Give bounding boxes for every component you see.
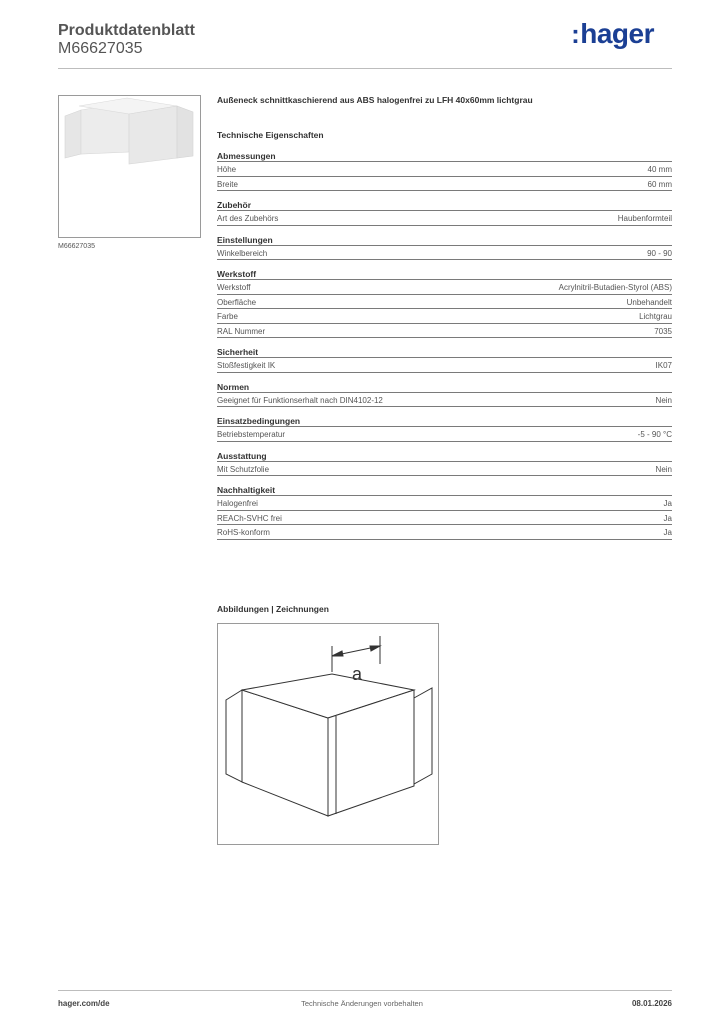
- spec-value: 90 - 90: [647, 248, 672, 258]
- footer-date: 08.01.2026: [631, 999, 672, 1008]
- thumbnail-caption: M66627035: [58, 243, 95, 250]
- page-header: [58, 20, 672, 70]
- spec-row: [217, 211, 672, 226]
- spec-value: Haubenformteil: [617, 214, 672, 223]
- spec-group-title: Einstellungen: [217, 235, 672, 246]
- footer-notice: Technische Änderungen vorbehalten: [301, 999, 423, 1008]
- spec-row: [217, 496, 672, 511]
- spec-value: Ja: [663, 528, 672, 537]
- spec-value: IK07: [655, 361, 672, 370]
- spec-label: Oberfläche: [217, 297, 257, 307]
- footer-divider: [58, 990, 672, 991]
- spec-value: Unbehandelt: [626, 297, 672, 307]
- spec-label: Breite: [217, 179, 238, 189]
- spec-label: RAL Nummer: [217, 326, 266, 336]
- drawings-heading: Abbildungen | Zeichnungen: [217, 604, 329, 614]
- spec-group: [217, 382, 672, 408]
- spec-group-title: Werkstoff: [217, 269, 672, 280]
- spec-label: Mit Schutzfolie: [217, 464, 270, 474]
- spec-label: Winkelbereich: [217, 248, 268, 258]
- spec-row: [217, 246, 672, 261]
- spec-group-title: Nachhaltigkeit: [217, 485, 672, 496]
- spec-group-title: Normen: [217, 382, 672, 393]
- spec-label: Stoßfestigkeit IK: [217, 361, 276, 370]
- footer-website[interactable]: hager.com/de: [58, 999, 110, 1008]
- spec-group-title: Abmessungen: [217, 151, 672, 162]
- spec-row: [217, 177, 672, 192]
- spec-value: Lichtgrau: [639, 312, 672, 321]
- spec-group-title: Einsatzbedingungen: [217, 416, 672, 427]
- hager-logo: :hager: [571, 18, 654, 49]
- spec-label: Farbe: [217, 312, 238, 321]
- spec-row: [217, 511, 672, 526]
- spec-group-title: Ausstattung: [217, 451, 672, 462]
- spec-value: 60 mm: [647, 179, 672, 189]
- spec-group: [217, 269, 672, 338]
- spec-label: REACh-SVHC frei: [217, 513, 282, 523]
- spec-value: Ja: [663, 499, 672, 508]
- spec-row: [217, 462, 672, 477]
- spec-group-title: Zubehör: [217, 200, 672, 211]
- product-specs: [217, 95, 672, 549]
- spec-groups: [217, 151, 672, 540]
- spec-row: [217, 358, 672, 373]
- spec-value: Ja: [663, 513, 672, 523]
- spec-value: Acrylnitril-Butadien-Styrol (ABS): [558, 283, 672, 292]
- spec-label: Werkstoff: [217, 283, 251, 292]
- dimension-label: a: [352, 664, 363, 684]
- spec-label: RoHS-konform: [217, 528, 270, 537]
- spec-group: [217, 485, 672, 540]
- spec-label: Geeignet für Funktionserhalt nach DIN4102-12: [217, 395, 383, 405]
- product-description: Außeneck schnittkaschierend aus ABS halogenfrei zu LFH 40x60mm lichtgrau: [217, 95, 533, 105]
- spec-row: [217, 427, 672, 442]
- tech-properties-heading: Technische Eigenschaften: [217, 130, 324, 140]
- spec-label: Betriebstemperatur: [217, 430, 286, 439]
- spec-group: [217, 347, 672, 373]
- spec-group: [217, 235, 672, 261]
- spec-value: Nein: [655, 464, 672, 474]
- spec-value: -5 - 90 °C: [637, 430, 672, 439]
- spec-group: [217, 151, 672, 191]
- spec-row: [217, 295, 672, 310]
- spec-row: [217, 324, 672, 339]
- spec-row: [217, 162, 672, 177]
- spec-row: [217, 309, 672, 324]
- spec-row: [217, 280, 672, 295]
- spec-row: [217, 525, 672, 540]
- technical-drawing: [217, 623, 439, 845]
- spec-row: [217, 393, 672, 408]
- spec-value: Nein: [655, 395, 672, 405]
- spec-group-title: Sicherheit: [217, 347, 672, 358]
- spec-group: [217, 416, 672, 442]
- spec-label: Halogenfrei: [217, 499, 258, 508]
- spec-label: Art des Zubehörs: [217, 214, 279, 223]
- spec-group: [217, 451, 672, 477]
- product-thumbnail: [58, 95, 201, 238]
- spec-group: [217, 200, 672, 226]
- spec-label: Höhe: [217, 165, 237, 174]
- article-number: M66627035: [58, 40, 143, 57]
- header-divider: [58, 68, 672, 69]
- document-title: Produktdatenblatt: [58, 22, 195, 39]
- spec-value: 7035: [654, 326, 672, 336]
- spec-value: 40 mm: [647, 165, 672, 174]
